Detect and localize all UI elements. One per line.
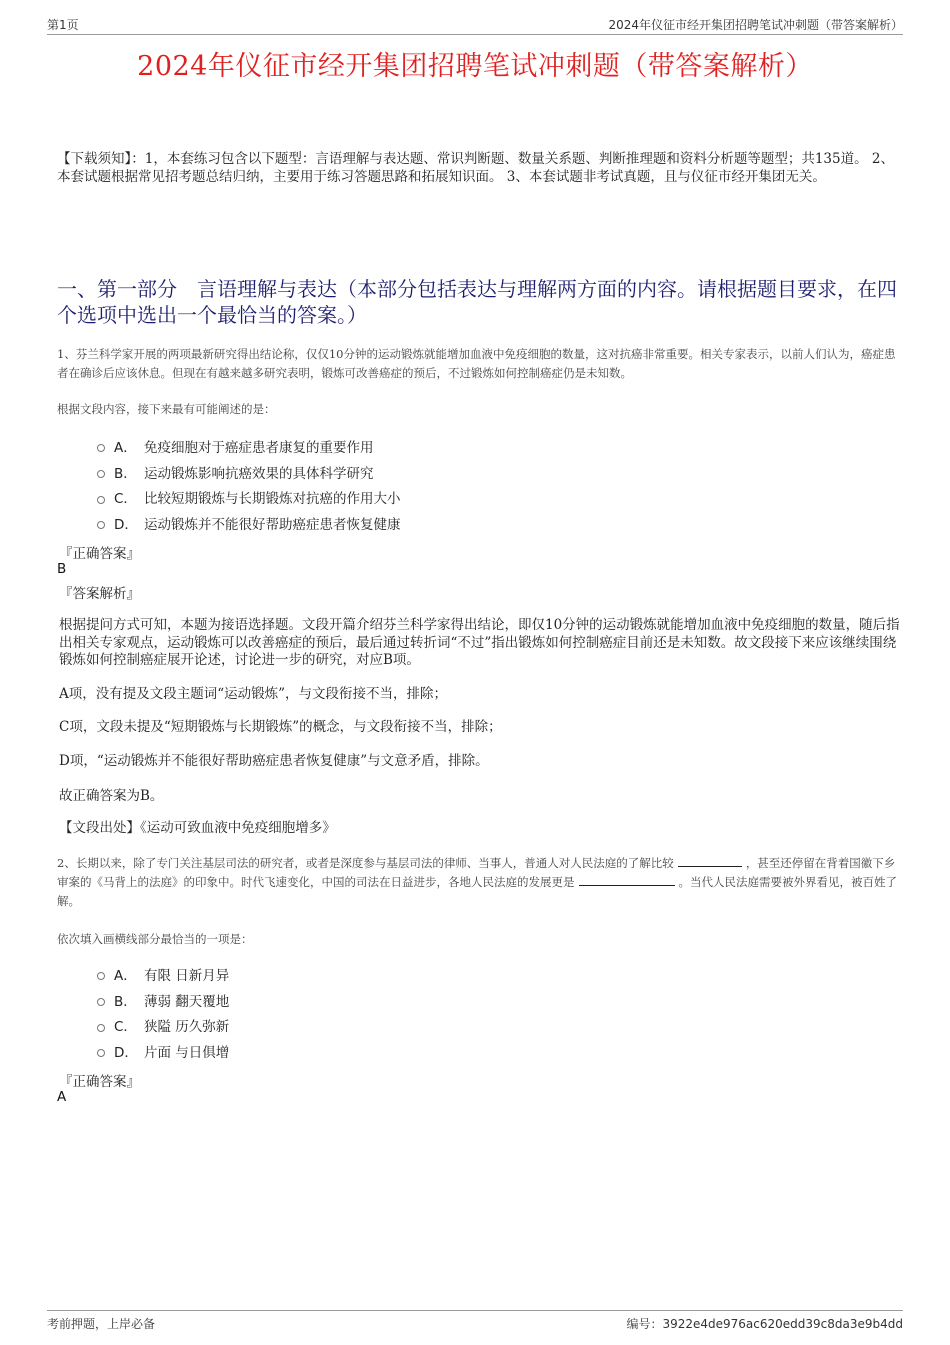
passage-source: 【文段出处】《运动可致血液中免疫细胞增多》 [59, 820, 336, 836]
download-notice: 【下载须知】：1，本套练习包含以下题型：言语理解与表达题、常识判断题、数量关系题、判断推理题和资料分析题等题型；共135道。 2、本套试题根据常见招考题总结归纳，主要用于练习答题思路和拓展知识面。 3、本套试题非考试真题，且与仪征市经开集团无关。 [57, 151, 894, 185]
question-2-options [97, 961, 229, 1064]
option-text: 有限 日新月异 [144, 967, 230, 984]
analysis-label: 『答案解析』 [59, 586, 140, 602]
page-header [47, 14, 903, 35]
option-a[interactable]: A． 免疫细胞对于癌症患者康复的重要作用 [97, 433, 401, 459]
radio-icon[interactable] [97, 1049, 105, 1057]
correct-answer: B [57, 561, 67, 577]
question-1-options [97, 433, 401, 536]
question-1-prompt: 根据文段内容，接下来最有可能阐述的是： [57, 402, 276, 416]
radio-icon[interactable] [97, 444, 105, 452]
option-text: 薄弱 翻天覆地 [144, 993, 230, 1010]
question-2-stem: 2、长期以来，除了专门关注基层司法的研究者，或者是深度参与基层司法的律师、当事人，普通人对人民法庭的了解比较 ，甚至还停留在背着国徽下乡审案的《马背上的法庭》的印象中。时代飞速变化，中国的司法在日益进步，各地人民法庭的发展更是 。当代人民法庭需要被外界看见，被百姓了解。 [57, 856, 897, 908]
page-footer [47, 1310, 903, 1333]
footer-slogan: 考前押题，上岸必备 [47, 1317, 156, 1331]
option-text: 免疫细胞对于癌症患者康复的重要作用 [144, 439, 374, 456]
radio-icon[interactable] [97, 972, 105, 980]
option-b[interactable]: B． 薄弱 翻天覆地 [97, 987, 229, 1013]
radio-icon[interactable] [97, 521, 105, 529]
option-text: 运动锻炼影响抗癌效果的具体科学研究 [144, 465, 374, 482]
document-id: 编号：3922e4de976ac620edd39c8da3e9b4dd [626, 1317, 903, 1331]
option-d[interactable]: D． 运动锻炼并不能很好帮助癌症患者恢复健康 [97, 510, 401, 536]
option-a[interactable]: A． 有限 日新月异 [97, 961, 229, 987]
correct-answer: A [57, 1089, 67, 1105]
option-c[interactable]: C． 狭隘 历久弥新 [97, 1012, 229, 1038]
fill-blank-2 [579, 873, 675, 886]
analysis-option-c: C项，文段未提及“短期锻炼与长期锻炼”的概念，与文段衔接不当，排除； [59, 719, 502, 735]
analysis-option-d: D项，“运动锻炼并不能很好帮助癌症患者恢复健康”与文意矛盾，排除。 [59, 753, 489, 769]
question-2-prompt: 依次填入画横线部分最恰当的一项是： [57, 932, 253, 946]
answer-label: 『正确答案』 [59, 1074, 140, 1090]
answer-label: 『正确答案』 [59, 546, 140, 562]
header-doc-title: 2024年仪征市经开集团招聘笔试冲刺题（带答案解析） [608, 18, 903, 32]
option-text: 狭隘 历久弥新 [144, 1019, 230, 1036]
question-1-stem: 1、芬兰科学家开展的两项最新研究得出结论称，仅仅10分钟的运动锻炼就能增加血液中免疫细胞的数量，这对抗癌非常重要。相关专家表示，以前人们认为，癌症患者在确诊后应该休息。但现在有越来越多研究表明，锻炼可改善癌症的预后，不过锻炼如何控制癌症仍是未知数。 [57, 347, 896, 380]
radio-icon[interactable] [97, 470, 105, 478]
document-title: 2024年仪征市经开集团招聘笔试冲刺题（带答案解析） [137, 51, 813, 82]
option-b[interactable]: B． 运动锻炼影响抗癌效果的具体科学研究 [97, 459, 401, 485]
radio-icon[interactable] [97, 496, 105, 504]
option-c[interactable]: C． 比较短期锻炼与长期锻炼对抗癌的作用大小 [97, 484, 401, 510]
analysis-paragraph: 根据提问方式可知，本题为接语选择题。文段开篇介绍芬兰科学家得出结论，即仅10分钟的运动锻炼就能增加血液中免疫细胞的数量，随后指出相关专家观点，运动锻炼可以改善癌症的预后，最后通过转折词“不过”指出锻炼如何控制癌症目前还是未知数。故文段接下来应该继续围绕锻炼如何控制癌症展开论述，讨论进一步的研究，对应B项。 [59, 617, 900, 668]
analysis-option-a: A项，没有提及文段主题词“运动锻炼”，与文段衔接不当，排除； [59, 686, 448, 702]
page-number: 第1页 [47, 18, 79, 32]
option-text: 比较短期锻炼与长期锻炼对抗癌的作用大小 [144, 491, 401, 508]
option-text: 运动锻炼并不能很好帮助癌症患者恢复健康 [144, 516, 401, 533]
radio-icon[interactable] [97, 998, 105, 1006]
analysis-conclusion: 故正确答案为B。 [59, 788, 164, 804]
section-heading: 一、第一部分 言语理解与表达（本部分包括表达与理解两方面的内容。请根据题目要求，在四个选项中选出一个最恰当的答案。） [57, 277, 897, 327]
fill-blank-1 [678, 854, 742, 867]
option-text: 片面 与日俱增 [144, 1044, 230, 1061]
option-d[interactable]: D． 片面 与日俱增 [97, 1038, 229, 1064]
radio-icon[interactable] [97, 1024, 105, 1032]
